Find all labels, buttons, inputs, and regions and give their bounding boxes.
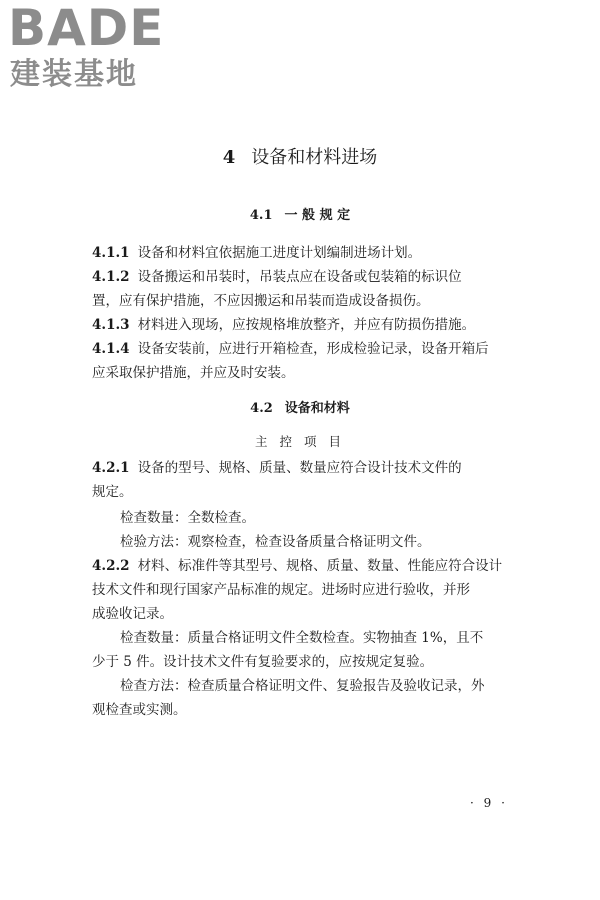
inspection-method: 检验方法：观察检查，检查设备质量合格证明文件。 xyxy=(120,534,431,550)
sub-heading: 主 控 项 目 xyxy=(255,434,345,449)
section-title-text: 一 般 规 定 xyxy=(284,208,351,223)
section-number: 4.2 xyxy=(250,401,273,416)
logo-chinese: 建装基地 xyxy=(10,57,138,92)
page-number: · 9 · xyxy=(470,796,508,810)
clause-text: 技术文件和现行国家产品标准的规定。进场时应进行验收，并形 xyxy=(92,582,470,598)
clause-number: 4.1.3 xyxy=(92,317,130,333)
logo-mark: BADE xyxy=(8,0,165,57)
clause-4-1-2 xyxy=(92,265,514,313)
section-title-text: 设备和材料 xyxy=(284,401,350,416)
section-title-4-1 xyxy=(0,207,600,225)
inspection-quantity: 检查数量：质量合格证明文件全数检查。实物抽查 1%，且不 xyxy=(120,630,484,646)
clause-4-1-1 xyxy=(92,241,514,265)
clause-text: 设备和材料宜依据施工进度计划编制进场计划。 xyxy=(137,245,422,261)
clause-4-1-3 xyxy=(92,313,514,337)
clause-text: 设备的型号、规格、质量、数量应符合设计技术文件的 xyxy=(137,460,462,476)
chapter-title-text: 设备和材料进场 xyxy=(251,147,378,168)
chapter-number: 4 xyxy=(222,147,236,168)
clause-text: 设备安装前，应进行开箱检查，形成检验记录，设备开箱后 xyxy=(137,341,489,357)
clause-text: 材料、标准件等其型号、规格、质量、数量、性能应符合设计 xyxy=(137,558,503,574)
clause-number: 4.1.1 xyxy=(92,245,130,261)
clause-text: 规定。 xyxy=(92,484,133,500)
clause-number: 4.1.4 xyxy=(92,341,130,357)
clause-text: 置，应有保护措施，不应因搬运和吊装而造成设备损伤。 xyxy=(92,293,430,309)
clause-text: 成验收记录。 xyxy=(92,606,173,622)
section-number: 4.1 xyxy=(249,208,273,223)
clause-4-2-2 xyxy=(92,554,514,626)
clause-4-1-4 xyxy=(92,337,514,385)
clause-number: 4.2.1 xyxy=(92,460,130,476)
section-title-4-2 xyxy=(0,400,600,418)
clause-text: 应采取保护措施，并应及时安装。 xyxy=(92,365,295,381)
clause-text: 设备搬运和吊装时，吊装点应在设备或包装箱的标识位 xyxy=(137,269,462,285)
inspection-method: 检查方法：检查质量合格证明文件、复验报告及验收记录，外 xyxy=(120,678,485,694)
clause-number: 4.2.2 xyxy=(92,558,130,574)
logo xyxy=(8,0,178,100)
clause-number: 4.1.2 xyxy=(92,269,130,285)
clause-4-2-1 xyxy=(92,456,514,504)
inspection-quantity: 检查数量：全数检查。 xyxy=(120,510,255,526)
clause-text: 材料进入现场，应按规格堆放整齐，并应有防损伤措施。 xyxy=(137,317,476,333)
inspection-quantity-cont: 少于 5 件。设计技术文件有复验要求的，应按规定复验。 xyxy=(92,654,434,670)
inspection-method-cont: 观检查或实测。 xyxy=(92,702,187,718)
chapter-title xyxy=(0,146,600,170)
